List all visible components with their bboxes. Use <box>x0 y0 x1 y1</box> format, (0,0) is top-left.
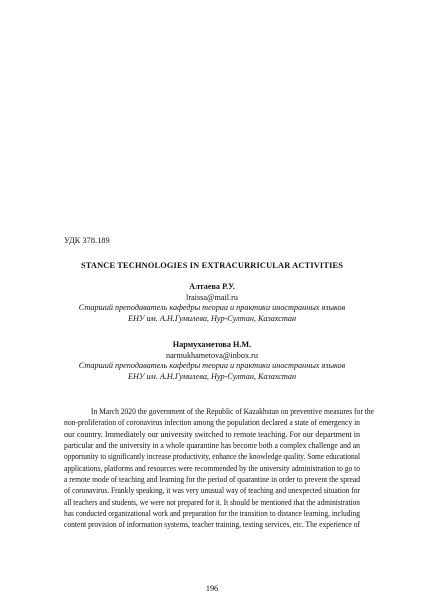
body-line: In March 2020 the government of the Republic of Kazakhstan on preventive measures for the <box>90 407 375 416</box>
body-line: non-proliferation of coronavirus infection among the population declared a state of emergency in <box>64 418 360 428</box>
author-name: Алтаева Р.У. <box>189 282 235 291</box>
author-block-2 <box>64 340 360 382</box>
article-title: STANCE TECHNOLOGIES IN EXTRACURRICULAR ACTIVITIES <box>80 261 344 270</box>
author-block-1 <box>64 282 360 324</box>
body-line: opportunity to significantly increase productivity, enhance the knowledge quality. Some educational <box>64 452 360 462</box>
udk-code: УДК 378.189 <box>64 236 110 245</box>
author-email: narmukhametova@inbox.ru <box>166 350 258 360</box>
body-line: our country. Immediately our university switched to remote teaching. For our department in <box>64 429 360 439</box>
body-line: of coronavirus. Frankly speaking, it was very unusual way of teaching and unexpected situation for <box>64 486 360 496</box>
author-name: Нармухаметова Н.М. <box>172 340 252 349</box>
page-number: 196 <box>205 584 219 593</box>
body-paragraph <box>64 406 375 531</box>
author-affiliation: ЕНУ им. А.Н.Гумилева, Нур-Султан, Казахстан <box>127 371 297 381</box>
author-email: lraissa@mail.ru <box>186 292 238 302</box>
body-line: a remote mode of teaching and learning for the period of quarantine in order to prevent the spread <box>64 475 360 485</box>
body-line: has conducted organizational work and preparation for the transition to distance learning, including <box>64 509 360 519</box>
author-position: Старший преподаватель кафедры теории и практики иностранных языков <box>78 361 346 371</box>
body-line: all teachers and students, we were not prepared for it. It should be mentioned that the administration <box>64 497 360 507</box>
body-line: content provision of information systems, teacher training, testing services, etc. The experience of <box>64 520 360 530</box>
author-affiliation: ЕНУ им. А.Н.Гумилева, Нур-Султан, Казахстан <box>127 313 297 323</box>
author-position: Старший преподаватель кафедры теории и практики иностранных языков <box>78 303 346 313</box>
body-line: applications, platforms and resources were recommended by the university administration to go to <box>64 463 360 473</box>
body-line: particular and the university in a whole quarantine has become both a complex challenge and an <box>64 441 360 451</box>
